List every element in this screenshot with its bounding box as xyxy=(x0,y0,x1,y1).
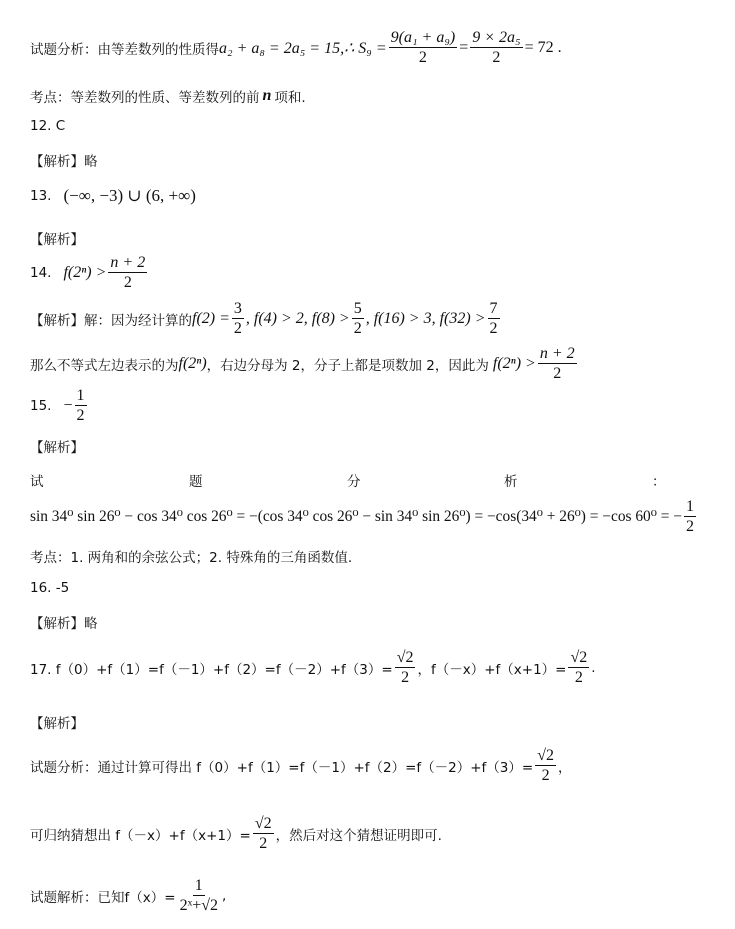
fraction xyxy=(488,299,500,338)
numerator: √2 xyxy=(570,649,588,666)
text: , xyxy=(222,887,227,904)
key-point-label: 考点：等差数列的性质、等差数列的前 xyxy=(30,90,260,106)
analysis-17 xyxy=(30,712,84,732)
fraction xyxy=(538,344,577,383)
denominator: 2ˣ+√2 xyxy=(179,897,218,914)
char: 题 xyxy=(189,474,203,490)
answer-16 xyxy=(30,580,69,596)
question-number: 15. xyxy=(30,397,52,414)
answer-text: 16. -5 xyxy=(30,580,70,596)
answer-text: 17. f（0）+f（1）=f（－1）+f（2）=f（－2）+f（3）= xyxy=(30,661,393,678)
numerator: 9 × 2a₅ xyxy=(472,29,521,46)
denominator: 2 xyxy=(233,320,242,337)
numerator: 7 xyxy=(489,300,498,317)
numerator: 1 xyxy=(76,387,85,404)
fraction xyxy=(389,28,458,67)
fraction xyxy=(75,386,87,425)
analysis-tag: 【解析】 xyxy=(30,232,84,248)
denominator: 2 xyxy=(574,669,583,686)
question-number: 14. xyxy=(30,264,52,281)
analysis-text: 略 xyxy=(84,616,98,632)
fraction xyxy=(568,648,589,687)
analysis-step-1 xyxy=(30,746,572,785)
analysis-text: 略 xyxy=(84,154,98,170)
sign: − xyxy=(63,396,73,414)
text: ， xyxy=(558,759,572,776)
answer-15 xyxy=(30,386,89,425)
key-point-text: 考点：1. 两角和的余弦公式；2. 特殊角的三角函数值. xyxy=(30,550,353,566)
denominator: 2 xyxy=(353,320,362,337)
text: 可归纳猜想出 f（－x）+f（x+1）= xyxy=(30,827,251,844)
answer-12 xyxy=(30,118,65,134)
formula: f(2ⁿ) > xyxy=(492,354,536,372)
analysis-12 xyxy=(30,150,98,170)
formula: f(2) = xyxy=(192,309,230,327)
denominator: 2 xyxy=(76,407,85,424)
denominator: 2 xyxy=(489,320,498,337)
fraction xyxy=(535,746,556,785)
denominator: 2 xyxy=(553,365,562,382)
analysis-step-2 xyxy=(30,814,442,853)
formula: sin 34⁰ sin 26⁰ − cos 34⁰ cos 26⁰ = −(cos 34⁰ cos 26⁰ − sin 34⁰ sin 26⁰) = −cos(34⁰ + 26⁰) = −cos 60⁰ = − xyxy=(30,508,682,525)
numerator: √2 xyxy=(396,649,414,666)
key-point-line-11 xyxy=(30,86,306,106)
denominator: 2 xyxy=(401,669,410,686)
analysis-tag: 【解析】 xyxy=(30,154,84,170)
char: 析 xyxy=(504,474,518,490)
text: 试题解析：已知f（x）= xyxy=(30,889,176,906)
fraction xyxy=(178,876,220,915)
formula: a₂ + a₈ = 2a₅ = 15,∴ S₉ = xyxy=(219,39,387,57)
formula-15 xyxy=(30,497,698,536)
equals: = xyxy=(459,38,469,56)
analysis-15 xyxy=(30,436,84,456)
variable: n xyxy=(262,87,272,104)
formula: (−∞, −3) ∪ (6, +∞) xyxy=(63,186,196,205)
numerator: √2 xyxy=(537,747,554,764)
analysis-tag: 【解析】 xyxy=(30,440,84,456)
analysis-16 xyxy=(30,612,98,632)
formula: = 72 . xyxy=(524,38,562,56)
denominator: 2 xyxy=(492,49,501,66)
formula: f(2ⁿ) xyxy=(178,354,207,372)
fraction xyxy=(253,814,274,853)
denominator: 2 xyxy=(685,518,694,535)
char: 分 xyxy=(347,474,361,490)
char: ： xyxy=(652,474,666,490)
denominator: 2 xyxy=(418,49,427,66)
numerator: 3 xyxy=(233,300,242,317)
text: ，然后对这个猜想证明即可. xyxy=(275,827,442,844)
answer-17 xyxy=(30,648,596,687)
analysis-13 xyxy=(30,228,84,248)
char: 试 xyxy=(30,474,44,490)
denominator: 2 xyxy=(541,767,550,784)
answer-13 xyxy=(30,186,196,206)
formula: , f(16) > 3, f(32) > xyxy=(365,309,486,327)
formula: , f(4) > 2, f(8) > xyxy=(245,309,350,327)
conclusion-14 xyxy=(30,344,579,383)
analysis-step-3 xyxy=(30,876,226,915)
analysis-tag: 【解析】 xyxy=(30,716,84,732)
denominator: 2 xyxy=(123,274,132,291)
numerator: 9(a₁ + a₉) xyxy=(390,29,456,46)
fraction xyxy=(108,253,147,292)
numerator: n + 2 xyxy=(110,254,146,271)
numerator: 5 xyxy=(353,300,362,317)
analysis-tag: 【解析】 xyxy=(30,616,84,632)
fraction xyxy=(352,299,364,338)
answer-text: . xyxy=(591,659,596,676)
numerator: 1 xyxy=(685,498,694,515)
analysis-label: 解：因为经计算的 xyxy=(84,312,192,329)
fraction xyxy=(470,28,522,67)
fraction xyxy=(395,648,416,687)
analysis-label: 试题分析：由等差数列的性质得 xyxy=(30,41,219,58)
spread-heading xyxy=(30,470,710,490)
numerator: n + 2 xyxy=(539,345,575,362)
text: 试题分析：通过计算可得出 f（0）+f（1）=f（－1）+f（2）=f（－2）+f（3）= xyxy=(30,759,534,776)
denominator: 2 xyxy=(259,835,268,852)
formula: f(2ⁿ) > xyxy=(63,263,107,281)
analysis-14 xyxy=(30,299,502,338)
key-point-tail: 项和. xyxy=(274,90,306,106)
fraction xyxy=(232,299,244,338)
analysis-tag: 【解析】 xyxy=(30,312,84,329)
answer-14 xyxy=(30,253,149,292)
fraction xyxy=(684,497,696,536)
numerator: 1 xyxy=(194,877,203,894)
question-number: 13. xyxy=(30,188,52,204)
answer-text: 12. C xyxy=(30,118,66,134)
answer-text: ，f（－x）+f（x+1）= xyxy=(417,661,567,678)
numerator: √2 xyxy=(254,815,272,832)
text: 那么不等式左边表示的为 xyxy=(30,357,179,374)
key-point-15 xyxy=(30,546,352,566)
analysis-line-11 xyxy=(30,28,562,67)
text: ，右边分母为 2，分子上都是项数加 2，因此为 xyxy=(206,357,489,374)
